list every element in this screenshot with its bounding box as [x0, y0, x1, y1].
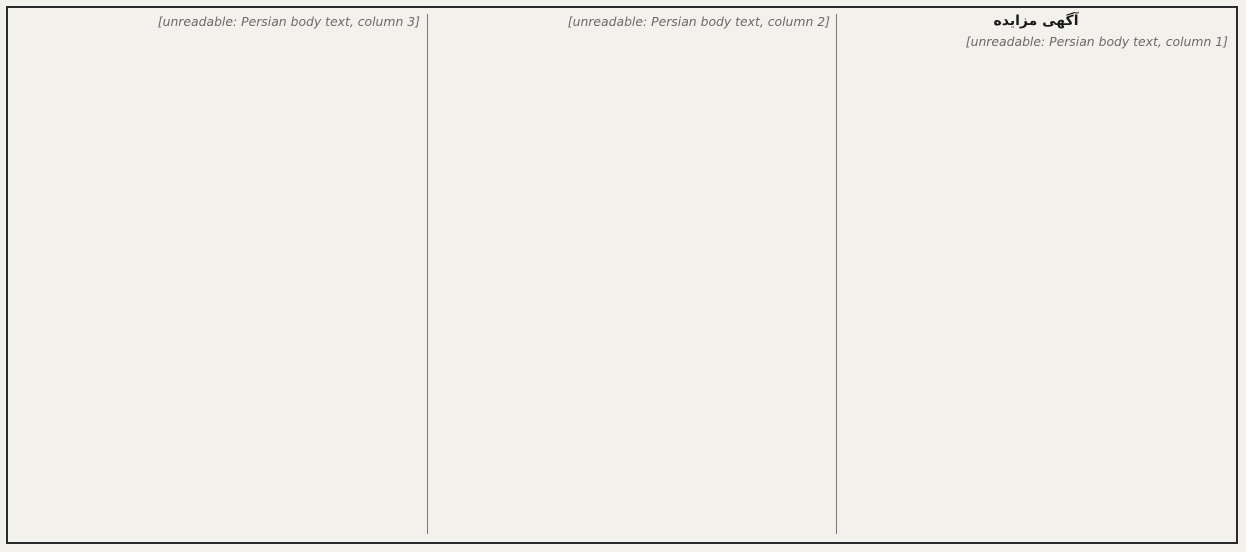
notice-column-2: [428, 12, 836, 538]
column-divider: [427, 14, 428, 534]
notice-column-3: [12, 12, 426, 538]
notice-column-2-text: [unreadable: Persian body text, column 2]: [567, 14, 830, 29]
notice-column-1-text: [unreadable: Persian body text, column 1]: [965, 34, 1228, 49]
notice-column-3-text: [unreadable: Persian body text, column 3]: [157, 14, 420, 29]
notice-title: آگهی مزایده: [993, 13, 1079, 29]
notice-column-1: [838, 12, 1234, 538]
column-divider: [836, 14, 837, 534]
